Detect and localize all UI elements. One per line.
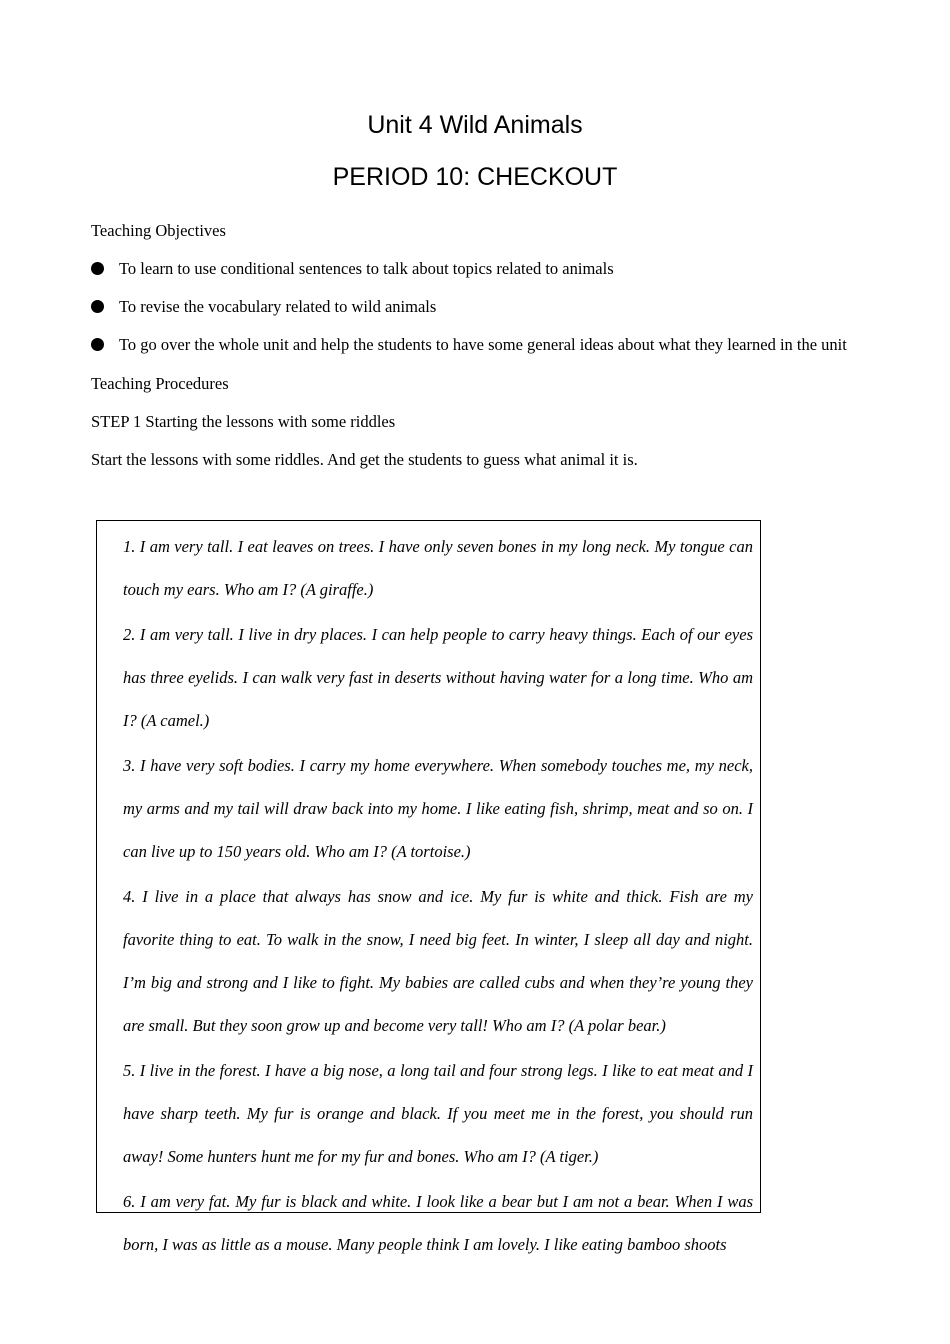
riddle-item: 1. I am very tall. I eat leaves on trees. I have only seven bones in my long neck. My tongue can touch my ears. Who am I? (A giraffe.) <box>123 537 753 599</box>
riddle-item: 3. I have very soft bodies. I carry my home everywhere. When somebody touches me, my neck, my arms and my tail will draw back into my home. I like eating fish, shrimp, meat and so on. I can live up to 150 years old. Who am I? (A tortoise.) <box>123 756 753 861</box>
riddle-item: 6. I am very fat. My fur is black and white. I look like a bear but I am not a bear. When I was born, I was as little as a mouse. Many people think I am lovely. I like eating bamboo shoots <box>123 1192 753 1254</box>
objective-item <box>91 259 614 279</box>
step-1-title: STEP 1 Starting the lessons with some riddles <box>91 412 396 431</box>
procedures-heading: Teaching Procedures <box>91 374 229 393</box>
step-1-text: Start the lessons with some riddles. And get the students to guess what animal it is. <box>91 450 638 469</box>
riddle-item: 5. I live in the forest. I have a big nose, a long tail and four strong legs. I like to eat meat and I have sharp teeth. My fur is orange and black. If you meet me in the forest, you should run away! Some hunters hunt me for my fur and bones. Who am I? (A tiger.) <box>123 1061 753 1166</box>
bullet-icon <box>91 338 104 351</box>
riddle-item: 2. I am very tall. I live in dry places. I can help people to carry heavy things. Each of our eyes has three eyelids. I can walk very fast in deserts without having water for a long time. Who am I? (A camel.) <box>123 625 753 730</box>
riddle-item: 4. I live in a place that always has snow and ice. My fur is white and thick. Fish are my favorite thing to eat. To walk in the snow, I need big feet. In winter, I sleep all day and night. I’m big and strong and I like to fight. My babies are called cubs and when they’re young they are small. But they soon grow up and become very tall! Who am I? (A polar bear.) <box>123 887 753 1035</box>
objective-text: To go over the whole unit and help the students to have some general ideas about what they learned in the unit <box>119 335 847 354</box>
objectives-heading: Teaching Objectives <box>91 221 226 240</box>
objective-text: To learn to use conditional sentences to talk about topics related to animals <box>119 259 614 278</box>
objective-item <box>91 335 847 355</box>
bullet-icon <box>91 262 104 275</box>
objective-text: To revise the vocabulary related to wild animals <box>119 297 437 316</box>
page-title: Unit 4 Wild Animals <box>367 111 583 139</box>
riddles-list <box>123 525 753 1268</box>
bullet-icon <box>91 300 104 313</box>
riddles-box <box>96 520 761 1254</box>
page-subtitle: PERIOD 10: CHECKOUT <box>332 163 618 191</box>
objective-item <box>91 297 436 317</box>
